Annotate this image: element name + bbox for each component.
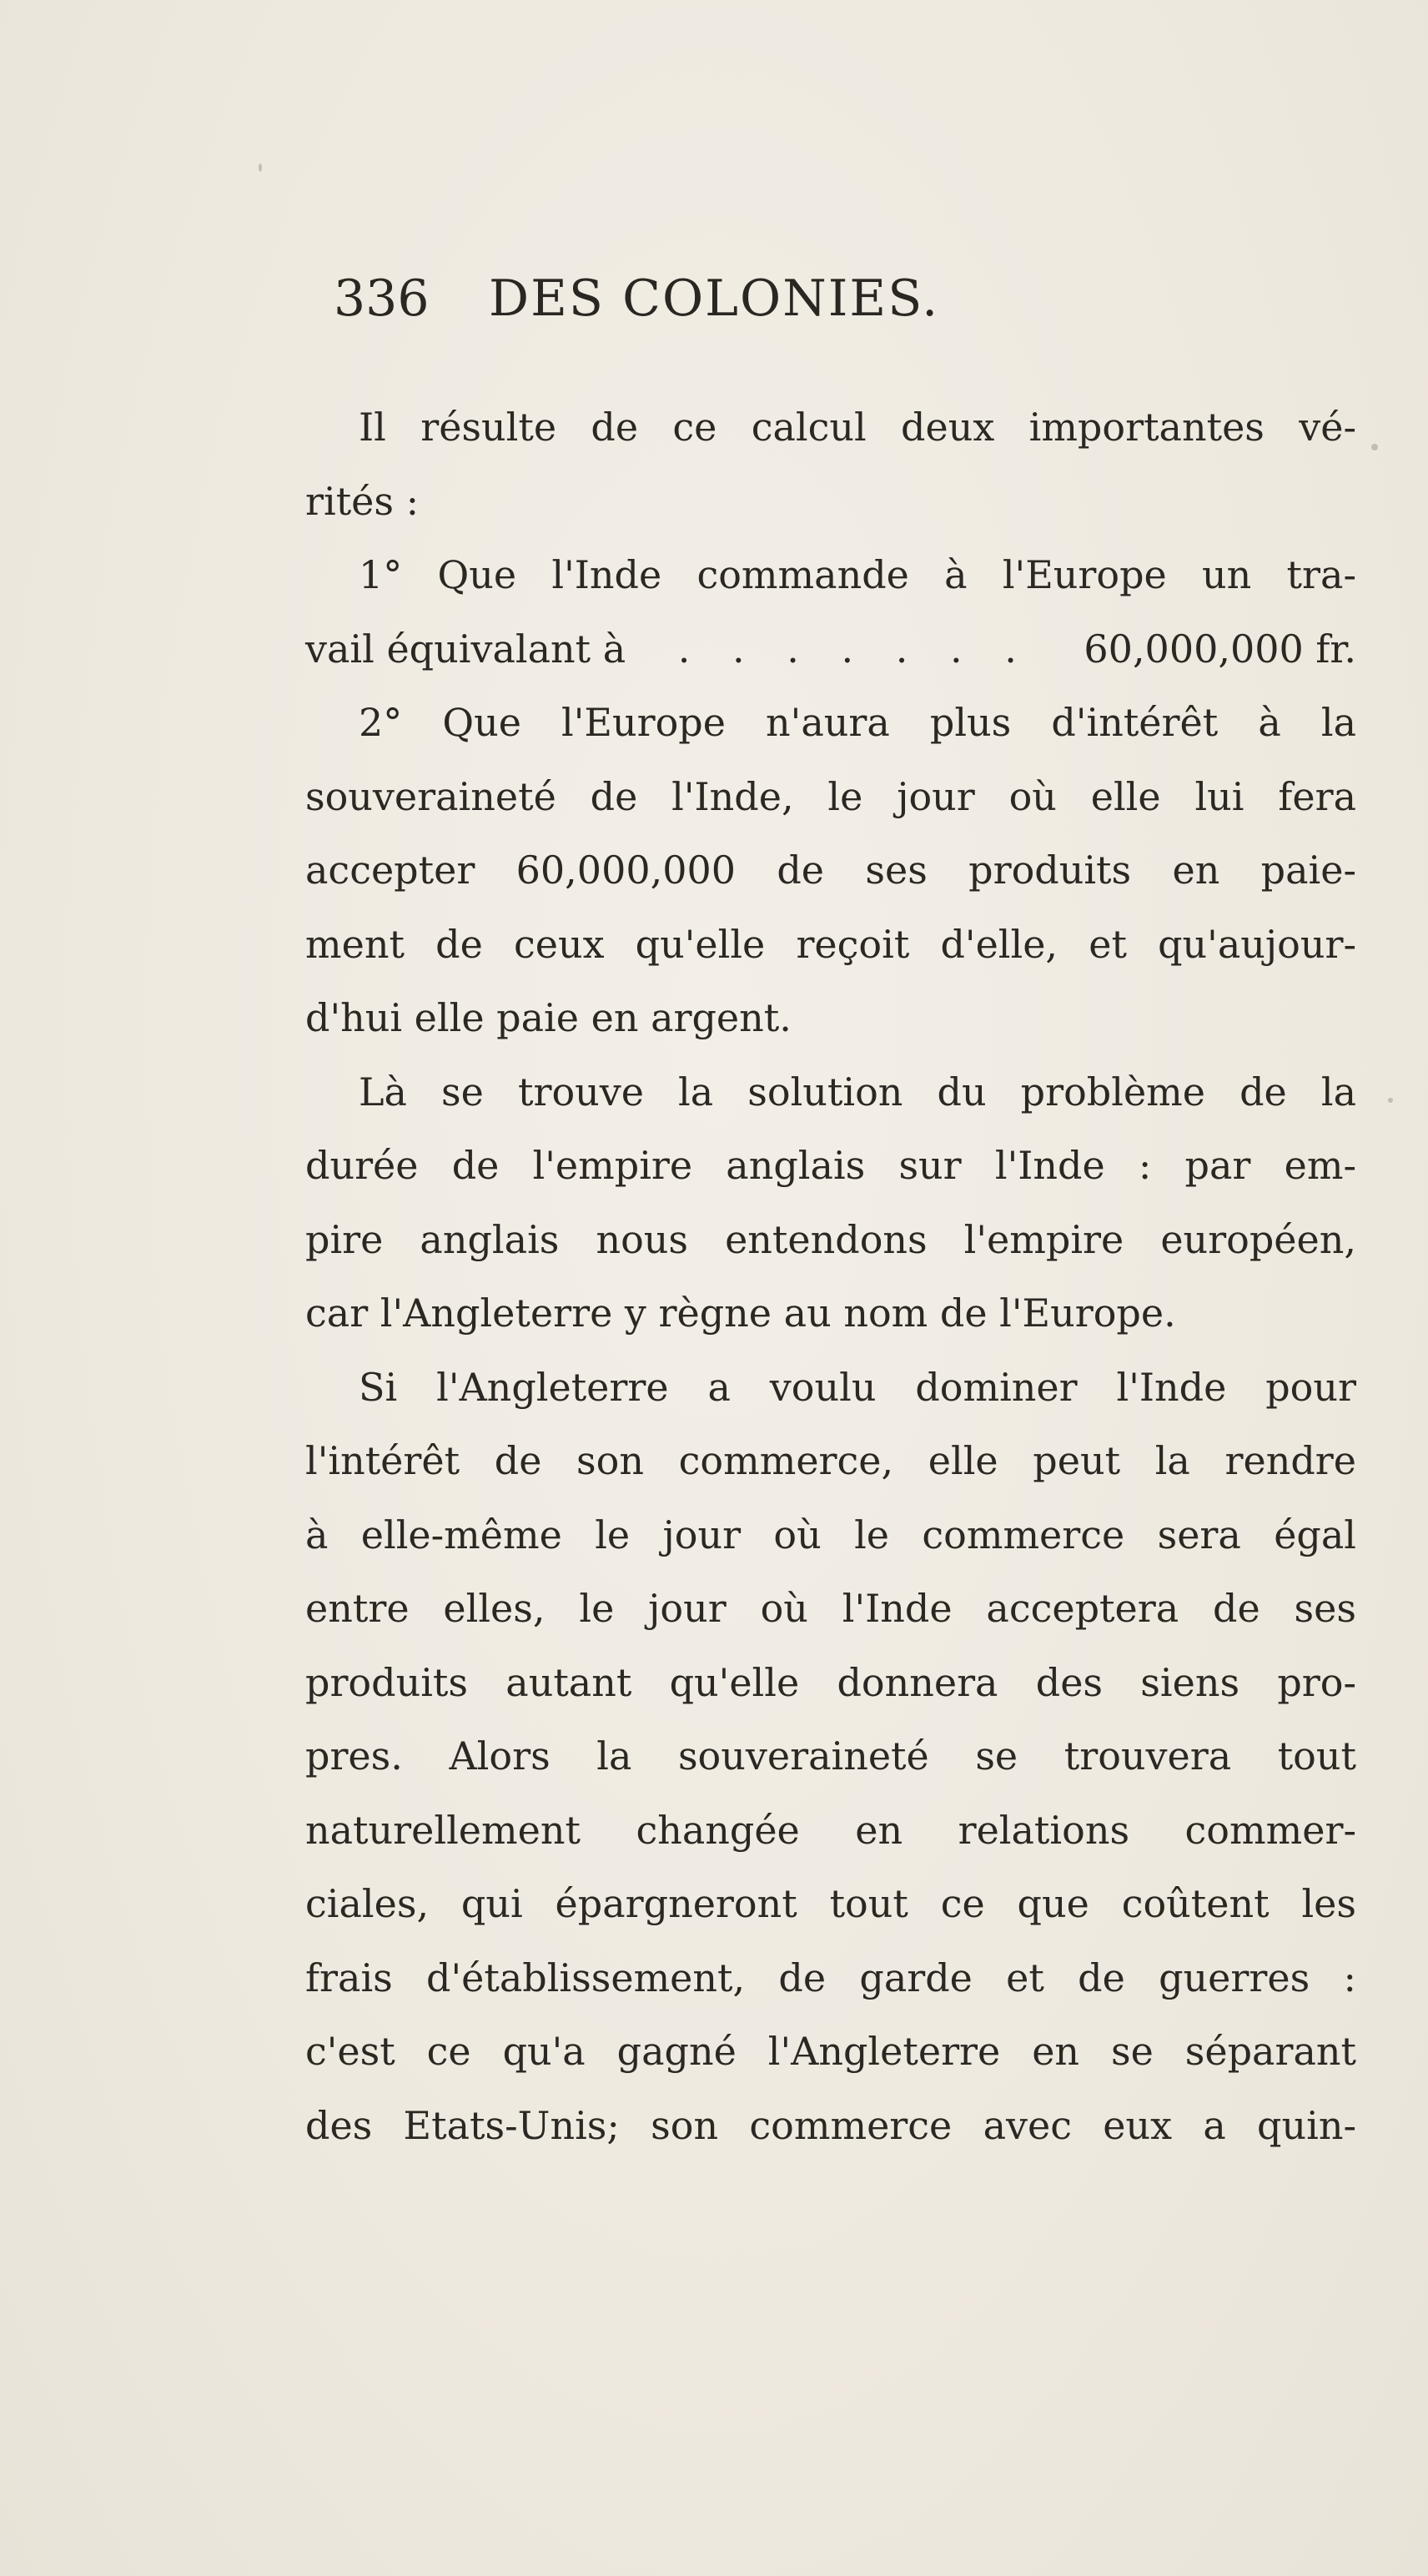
text-line-with-leader xyxy=(305,612,1356,687)
text-line: naturellement changée en relations commer- xyxy=(305,1807,1356,1853)
running-head: DES COLONIES. xyxy=(489,269,940,328)
text-line: produits autant qu'elle donnera des siens pro- xyxy=(305,1659,1356,1705)
text-line: pire anglais nous entendons l'empire européen, xyxy=(305,1216,1356,1262)
text-line: des Etats-Unis; son commerce avec eux a quin- xyxy=(305,2102,1356,2148)
page-header xyxy=(334,265,1084,332)
text-line: rités : xyxy=(305,478,420,524)
body-text xyxy=(305,390,1356,2162)
text-line: l'intérêt de son commerce, elle peut la rendre xyxy=(305,1438,1356,1483)
text-line: Il résulte de ce calcul deux importantes vé- xyxy=(359,405,1356,450)
text-line: accepter 60,000,000 de ses produits en paie- xyxy=(305,848,1356,893)
text-line: c'est ce qu'a gagné l'Angleterre en se séparant xyxy=(305,2029,1356,2074)
page-number: 336 xyxy=(334,269,430,328)
text-line: Si l'Angleterre a voulu dominer l'Inde pour xyxy=(359,1364,1356,1410)
text-line: pres. Alors la souveraineté se trouvera tout xyxy=(305,1733,1356,1779)
paper-speck xyxy=(1388,1098,1393,1103)
text-line: d'hui elle paie en argent. xyxy=(305,995,792,1040)
text-line: Là se trouve la solution du problème de la xyxy=(359,1069,1356,1114)
text-line: ment de ceux qu'elle reçoit d'elle, et qu'aujour- xyxy=(305,921,1356,967)
paper-speck xyxy=(1371,444,1378,450)
text-line: durée de l'empire anglais sur l'Inde : par em- xyxy=(305,1143,1356,1188)
text-line: entre elles, le jour où l'Inde acceptera de ses xyxy=(305,1586,1356,1631)
text-line: ciales, qui épargneront tout ce que coûtent les xyxy=(305,1881,1356,1926)
text-line: à elle-même le jour où le commerce sera égal xyxy=(305,1512,1356,1557)
leader-label: vail équivalant à xyxy=(305,626,626,672)
text-line: 1° Que l'Inde commande à l'Europe un tra- xyxy=(359,552,1356,597)
paper-speck xyxy=(259,164,262,172)
text-line: 2° Que l'Europe n'aura plus d'intérêt à la xyxy=(359,700,1356,745)
text-line: souveraineté de l'Inde, le jour où elle lui fera xyxy=(305,773,1356,819)
leader-dots: . . . . . . . xyxy=(677,626,1032,672)
text-line: car l'Angleterre y règne au nom de l'Europe. xyxy=(305,1291,1176,1336)
text-line: frais d'établissement, de garde et de guerres : xyxy=(305,1955,1356,2000)
leader-amount: 60,000,000 fr. xyxy=(1084,626,1356,672)
